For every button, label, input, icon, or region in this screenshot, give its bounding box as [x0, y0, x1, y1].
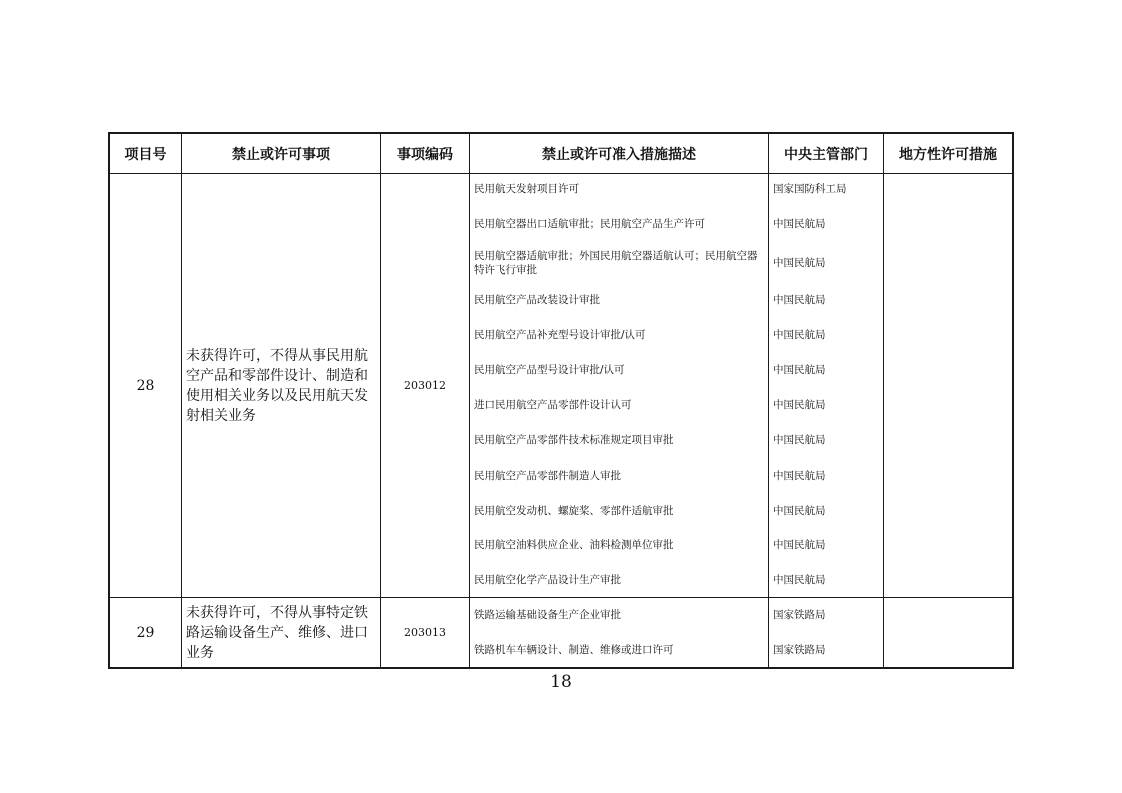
prohibited-item: 未获得许可，不得从事民用航空产品和零部件设计、制造和使用相关业务以及民用航天发射相关业务 — [182, 174, 381, 597]
measure-description: 民用航空化学产品设计生产审批 — [474, 573, 621, 586]
measure-description: 民用航空发动机、螺旋桨、零部件适航审批 — [474, 504, 674, 517]
measure-list — [470, 598, 769, 667]
item-number: 29 — [110, 598, 182, 667]
measure-description: 民用航空器出口适航审批；民用航空产品生产许可 — [474, 217, 705, 230]
central-department: 中国民航局 — [773, 364, 826, 377]
measure-description: 进口民用航空产品零部件设计认可 — [474, 398, 632, 411]
local-measures — [884, 598, 1012, 667]
central-department: 中国民航局 — [773, 469, 826, 482]
table-row — [110, 174, 1012, 598]
measure-description: 民用航天发射项目许可 — [474, 182, 579, 195]
central-department: 国家国防科工局 — [773, 182, 847, 195]
table-row — [110, 598, 1012, 667]
central-department: 中国民航局 — [773, 434, 826, 447]
header-measure-description: 禁止或许可准入措施描述 — [470, 134, 769, 173]
table-header — [110, 134, 1012, 174]
permit-table — [108, 132, 1014, 669]
central-department: 中国民航局 — [773, 504, 826, 517]
measure-list — [470, 174, 769, 597]
header-item-code: 事项编码 — [381, 134, 470, 173]
item-code: 203012 — [381, 174, 470, 597]
central-department: 中国民航局 — [773, 329, 826, 342]
measure-description: 民用航空产品零部件制造人审批 — [474, 469, 621, 482]
header-local-measures: 地方性许可措施 — [899, 146, 997, 163]
central-department: 中国民航局 — [773, 398, 826, 411]
item-number: 28 — [110, 174, 182, 597]
central-department: 中国民航局 — [773, 539, 826, 552]
prohibited-item: 未获得许可，不得从事特定铁路运输设备生产、维修、进口业务 — [182, 598, 381, 667]
measure-description: 民用航空产品零部件技术标准规定项目审批 — [474, 434, 674, 447]
header-prohibited-item: 禁止或许可事项 — [182, 134, 381, 173]
central-department: 中国民航局 — [773, 256, 826, 269]
measure-description: 铁路运输基础设备生产企业审批 — [474, 609, 621, 621]
measure-description: 民用航空产品型号设计审批/认可 — [474, 364, 625, 377]
local-measures — [884, 174, 1012, 597]
page-number: 18 — [550, 672, 572, 692]
measure-description: 民用航空产品改装设计审批 — [474, 293, 600, 306]
central-department: 国家铁路局 — [773, 643, 826, 656]
header-central-department: 中央主管部门 — [769, 134, 884, 173]
department-list — [769, 174, 884, 597]
department-list — [769, 598, 884, 667]
measure-description: 民用航空器适航审批；外国民用航空器适航认可；民用航空器特许飞行审批 — [474, 249, 758, 276]
measure-description: 民用航空油料供应企业、油料检测单位审批 — [474, 539, 674, 552]
item-code: 203013 — [381, 598, 470, 667]
central-department: 中国民航局 — [773, 293, 826, 306]
central-department: 中国民航局 — [773, 573, 826, 586]
measure-description: 民用航空产品补充型号设计审批/认可 — [474, 329, 646, 342]
header-item-number: 项目号 — [110, 134, 182, 173]
measure-description: 铁路机车车辆设计、制造、维修或进口许可 — [474, 643, 674, 656]
central-department: 中国民航局 — [773, 217, 826, 230]
central-department: 国家铁路局 — [773, 609, 826, 621]
